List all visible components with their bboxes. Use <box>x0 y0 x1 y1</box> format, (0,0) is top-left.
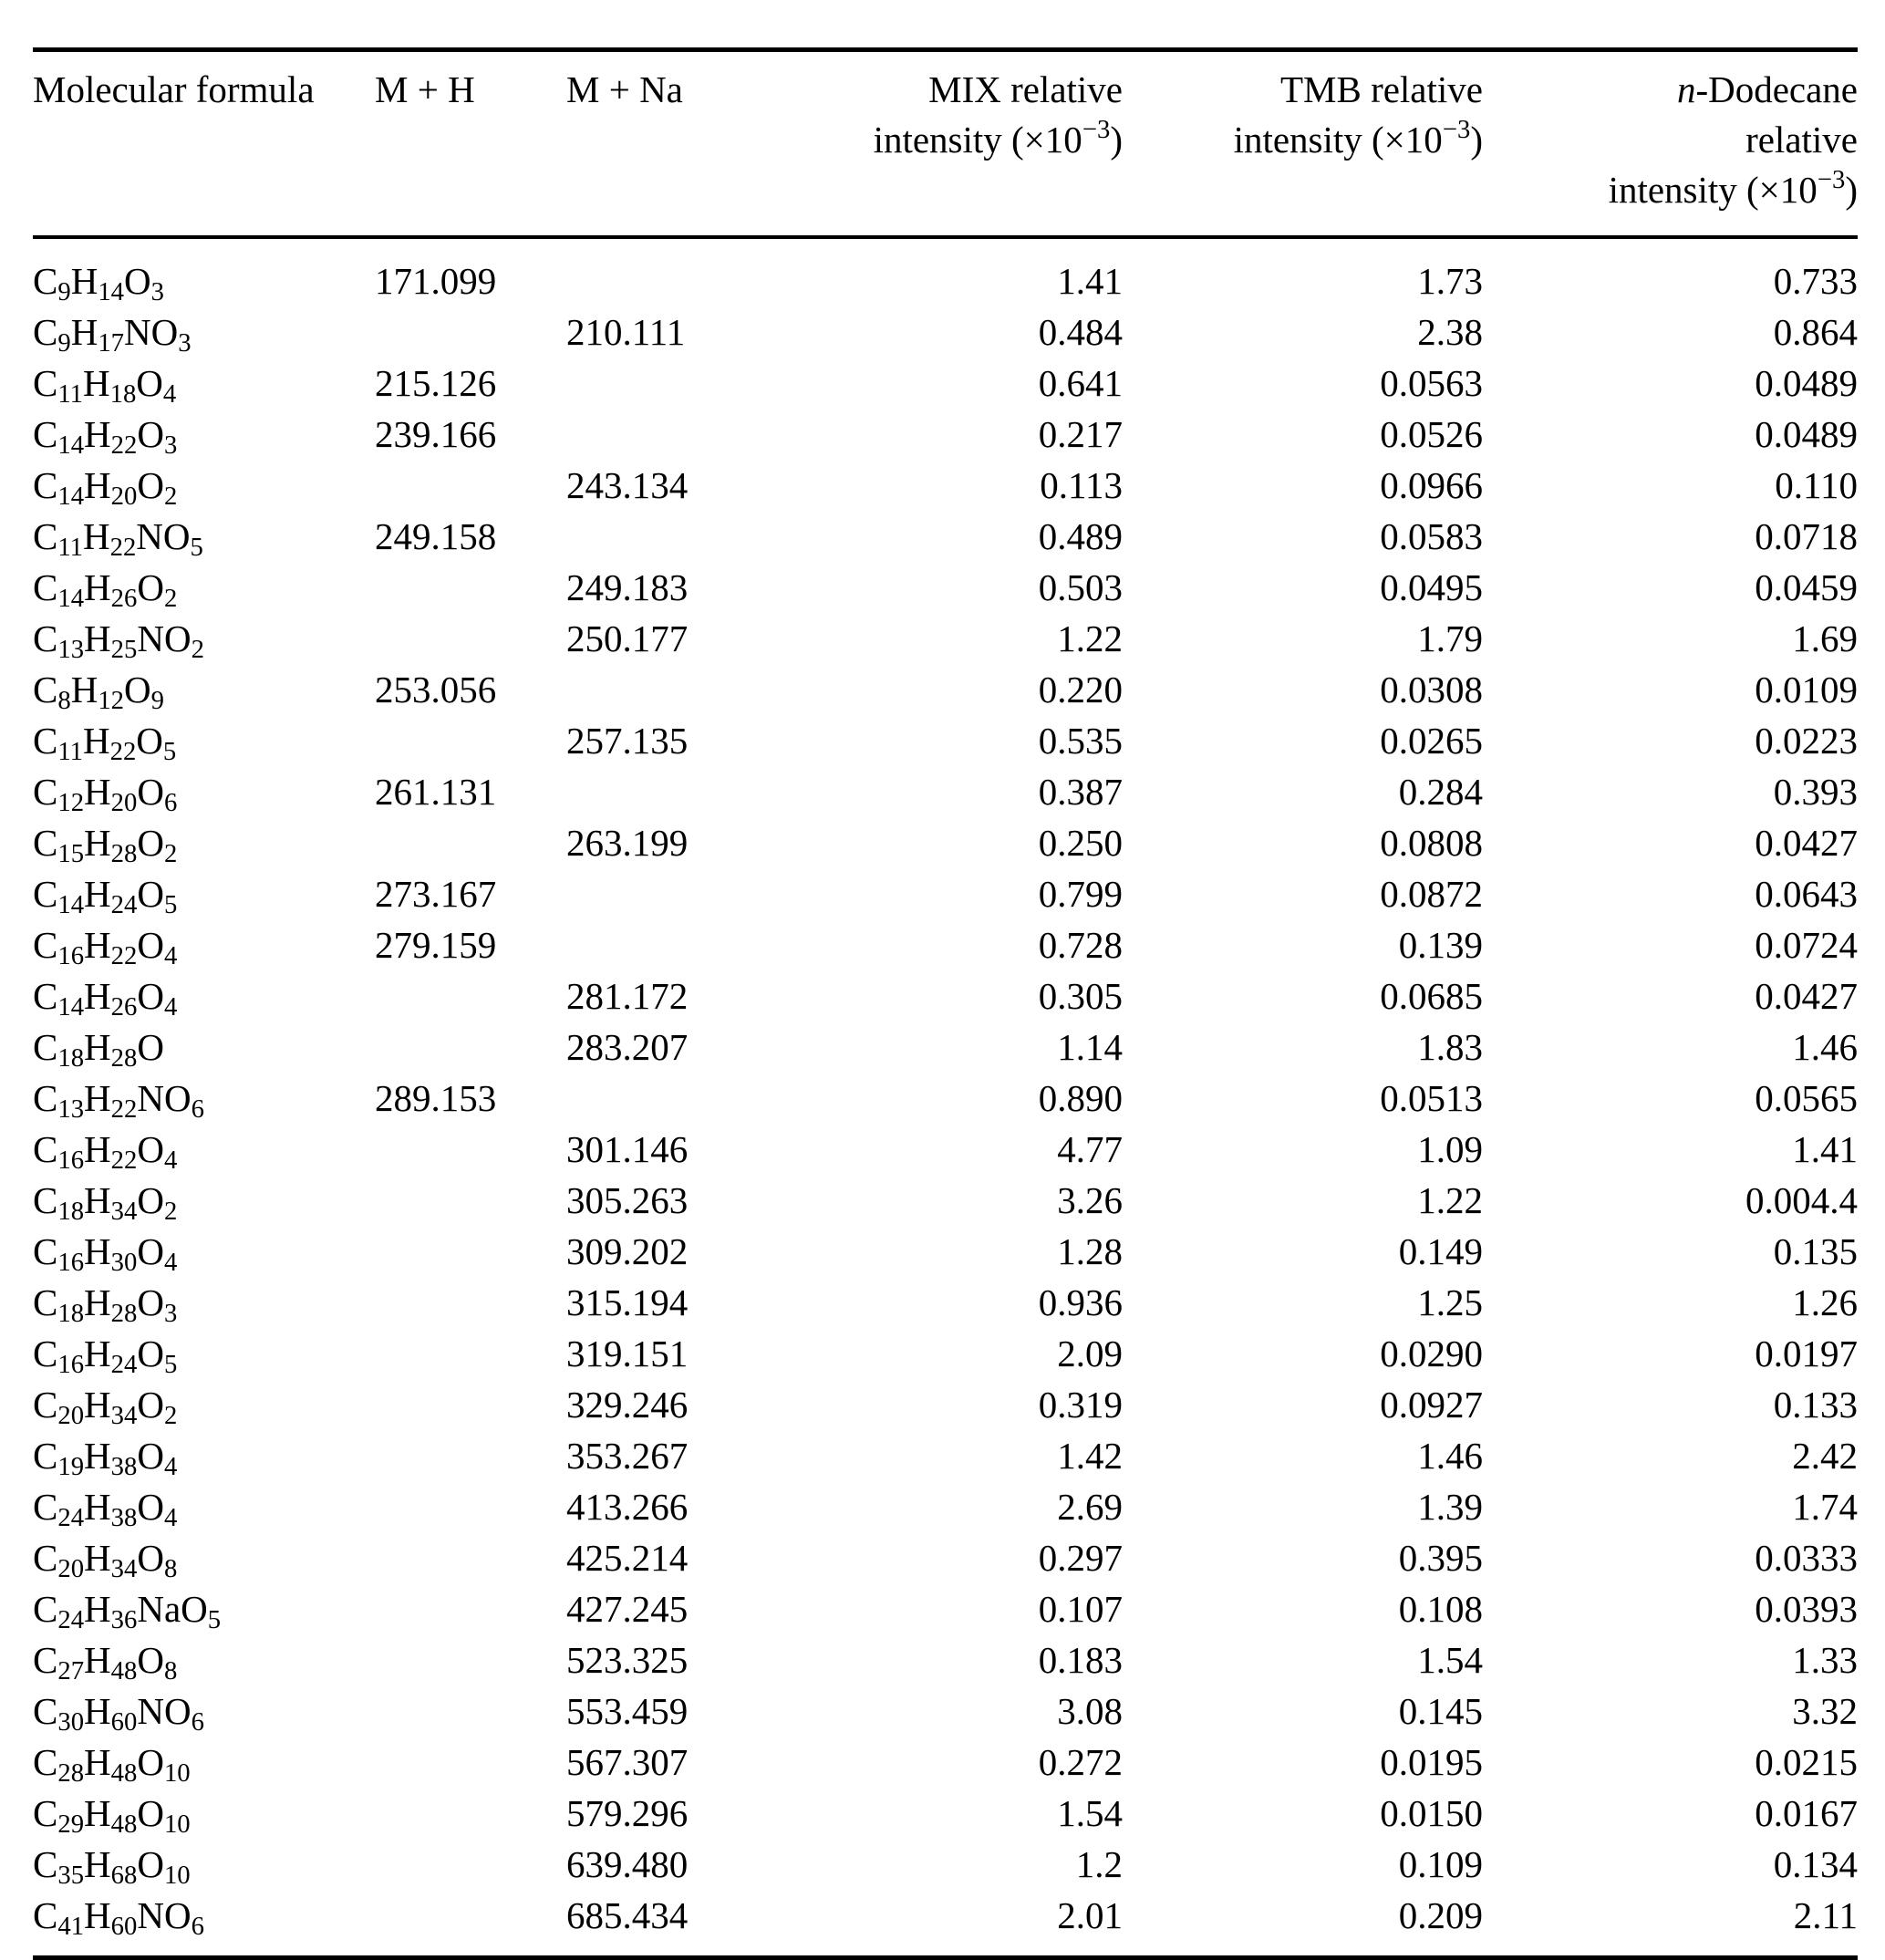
mh-cell: 249.158 <box>375 515 497 557</box>
mh-cell <box>375 1277 566 1328</box>
mh-cell <box>375 1685 566 1737</box>
mh-cell: 289.153 <box>375 1077 497 1119</box>
mix-cell: 0.305 <box>1038 975 1123 1017</box>
mh-cell: 273.167 <box>375 873 497 915</box>
mna-cell: 250.177 <box>566 617 689 659</box>
mna-cell: 301.146 <box>566 1128 689 1170</box>
mna-cell: 315.194 <box>566 1281 689 1323</box>
dodecane-cell: 0.0724 <box>1755 924 1858 966</box>
table-row <box>33 409 1858 460</box>
dodecane-cell: 0.0643 <box>1755 873 1858 915</box>
mna-cell: 283.207 <box>566 1026 689 1068</box>
dodecane-cell: 0.0333 <box>1755 1537 1858 1579</box>
mix-cell: 3.26 <box>1057 1179 1123 1221</box>
formula-cell: $C_{11}H_{22}NO_5$ <box>33 515 203 562</box>
mix-cell: 4.77 <box>1057 1128 1123 1170</box>
table-row <box>33 1737 1858 1788</box>
table-row <box>33 237 1858 306</box>
table-row <box>33 460 1858 511</box>
tmb-cell: 1.25 <box>1417 1281 1483 1323</box>
dodecane-cell: 0.110 <box>1775 464 1858 506</box>
formula-cell: $C_{28}H_{48}O_{10}$ <box>33 1741 191 1788</box>
mh-cell <box>375 970 566 1021</box>
mix-cell: 2.09 <box>1057 1333 1123 1374</box>
formula-cell: $C_{15}H_{28}O_2$ <box>33 822 178 868</box>
mix-cell: 1.14 <box>1057 1026 1123 1068</box>
table-row <box>33 358 1858 409</box>
dodecane-cell: 0.004.4 <box>1745 1179 1858 1221</box>
formula-cell: $C_8H_{12}O_9$ <box>33 669 164 715</box>
tmb-cell: 1.22 <box>1417 1179 1483 1221</box>
dodecane-cell: 0.0197 <box>1755 1333 1858 1374</box>
mix-cell: 1.2 <box>1075 1843 1123 1885</box>
mix-cell: 0.503 <box>1038 566 1123 608</box>
tmb-cell: 0.209 <box>1398 1894 1483 1936</box>
tmb-cell: 0.145 <box>1398 1690 1483 1732</box>
mh-cell <box>375 1021 566 1073</box>
dodecane-cell: 3.32 <box>1792 1690 1858 1732</box>
mh-cell <box>375 1788 566 1839</box>
column-header-molecular-formula: Molecular formula <box>33 50 375 238</box>
mh-cell <box>375 1839 566 1890</box>
tmb-cell: 0.0966 <box>1380 464 1483 506</box>
mh-cell <box>375 613 566 664</box>
column-header-mix-relative-intensity: MIX relative intensity $(\times 10^{-3})$ <box>762 50 1123 238</box>
formula-cell: $C_{24}H_{36}NaO_5$ <box>33 1588 222 1634</box>
table-row <box>33 1379 1858 1430</box>
mna-cell <box>566 358 762 409</box>
table-header-row <box>33 50 1858 238</box>
mix-cell: 0.272 <box>1038 1741 1123 1783</box>
tmb-cell: 1.46 <box>1417 1435 1483 1477</box>
formula-cell: $C_{35}H_{68}O_{10}$ <box>33 1843 191 1890</box>
mh-cell <box>375 1226 566 1277</box>
mna-cell: 210.111 <box>566 311 686 353</box>
mix-cell: 0.297 <box>1038 1537 1123 1579</box>
table-row <box>33 1124 1858 1175</box>
mix-cell: 0.484 <box>1038 311 1123 353</box>
dodecane-cell: 0.0393 <box>1755 1588 1858 1630</box>
dodecane-cell: 0.135 <box>1773 1230 1858 1272</box>
mh-cell <box>375 1481 566 1532</box>
table-row <box>33 1481 1858 1532</box>
dodecane-cell: 0.133 <box>1773 1384 1858 1426</box>
mna-cell: 685.434 <box>566 1894 689 1936</box>
mna-cell: 639.480 <box>566 1843 689 1885</box>
mna-cell: 579.296 <box>566 1792 689 1834</box>
table-row <box>33 1073 1858 1124</box>
mh-cell <box>375 1634 566 1685</box>
mix-cell: 0.890 <box>1038 1077 1123 1119</box>
table-row <box>33 1890 1858 1958</box>
mix-cell: 2.69 <box>1057 1486 1123 1528</box>
dodecane-cell: 1.74 <box>1792 1486 1858 1528</box>
table-header <box>33 50 1858 238</box>
formula-cell: $C_{29}H_{48}O_{10}$ <box>33 1792 191 1839</box>
formula-cell: $C_9H_{14}O_3$ <box>33 260 164 306</box>
table-row <box>33 1685 1858 1737</box>
tmb-cell: 0.0526 <box>1380 413 1483 455</box>
formula-cell: $C_{27}H_{48}O_8$ <box>33 1639 178 1685</box>
mix-cell: 0.183 <box>1038 1639 1123 1681</box>
tmb-cell: 0.0872 <box>1380 873 1483 915</box>
dodecane-cell: 0.0215 <box>1755 1741 1858 1783</box>
mh-cell: 253.056 <box>375 669 497 710</box>
tmb-cell: 0.0583 <box>1380 515 1483 557</box>
formula-cell: $C_9H_{17}NO_3$ <box>33 311 192 358</box>
tmb-cell: 1.73 <box>1417 260 1483 302</box>
table-row <box>33 817 1858 868</box>
mna-cell: 243.134 <box>566 464 689 506</box>
mh-cell <box>375 306 566 358</box>
dodecane-cell: 0.0109 <box>1755 669 1858 710</box>
tmb-cell: 0.284 <box>1398 771 1483 813</box>
dodecane-cell: 0.0167 <box>1755 1792 1858 1834</box>
dodecane-cell: 0.0459 <box>1755 566 1858 608</box>
formula-cell: $C_{41}H_{60}NO_6$ <box>33 1894 204 1942</box>
dodecane-cell: 2.42 <box>1792 1435 1858 1477</box>
table-row <box>33 511 1858 562</box>
formula-cell: $C_{13}H_{25}NO_2$ <box>33 617 204 664</box>
mh-cell <box>375 1379 566 1430</box>
mh-cell <box>375 817 566 868</box>
mix-cell: 0.936 <box>1038 1281 1123 1323</box>
tmb-cell: 0.139 <box>1398 924 1483 966</box>
mix-cell: 0.489 <box>1038 515 1123 557</box>
mix-cell: 1.28 <box>1057 1230 1123 1272</box>
tmb-cell: 0.395 <box>1398 1537 1483 1579</box>
mix-cell: 0.250 <box>1038 822 1123 864</box>
mix-cell: 3.08 <box>1057 1690 1123 1732</box>
tmb-cell: 1.39 <box>1417 1486 1483 1528</box>
table-row <box>33 919 1858 970</box>
mna-cell <box>566 868 762 919</box>
mix-cell: 1.22 <box>1057 617 1123 659</box>
formula-cell: $C_{12}H_{20}O_6$ <box>33 771 178 817</box>
tmb-cell: 0.0685 <box>1380 975 1483 1017</box>
tmb-cell: 1.79 <box>1417 617 1483 659</box>
table-row <box>33 1430 1858 1481</box>
dodecane-cell: 0.0489 <box>1755 413 1858 455</box>
mh-cell <box>375 1532 566 1583</box>
tmb-cell: 0.0150 <box>1380 1792 1483 1834</box>
dodecane-cell: 0.0223 <box>1755 720 1858 762</box>
dodecane-cell: 0.393 <box>1773 771 1858 813</box>
tmb-cell: 1.09 <box>1417 1128 1483 1170</box>
mix-cell: 0.799 <box>1038 873 1123 915</box>
dodecane-cell: 0.0489 <box>1755 362 1858 404</box>
table-row <box>33 1175 1858 1226</box>
dodecane-cell: 0.864 <box>1773 311 1858 353</box>
mna-cell: 353.267 <box>566 1435 689 1477</box>
table-row <box>33 1788 1858 1839</box>
table-row <box>33 1634 1858 1685</box>
mh-cell: 261.131 <box>375 771 497 813</box>
formula-cell: $C_{14}H_{22}O_3$ <box>33 413 178 460</box>
table-row <box>33 970 1858 1021</box>
ion-intensity-table <box>33 47 1858 1960</box>
tmb-cell: 0.0495 <box>1380 566 1483 608</box>
column-header-m-plus-na: M + Na <box>566 50 762 238</box>
formula-cell: $C_{14}H_{20}O_2$ <box>33 464 178 511</box>
dodecane-cell: 0.0427 <box>1755 822 1858 864</box>
formula-cell: $C_{20}H_{34}O_8$ <box>33 1537 178 1583</box>
dodecane-cell: 1.69 <box>1792 617 1858 659</box>
mix-cell: 0.319 <box>1038 1384 1123 1426</box>
dodecane-cell: 1.26 <box>1792 1281 1858 1323</box>
mix-cell: 0.113 <box>1040 464 1123 506</box>
mix-cell: 0.641 <box>1038 362 1123 404</box>
mna-cell: 427.245 <box>566 1588 689 1630</box>
tmb-cell: 0.0513 <box>1380 1077 1483 1119</box>
mna-cell: 319.151 <box>566 1333 689 1374</box>
dodecane-cell: 0.0427 <box>1755 975 1858 1017</box>
mna-cell <box>566 919 762 970</box>
tmb-cell: 0.109 <box>1398 1843 1483 1885</box>
tmb-cell: 0.149 <box>1398 1230 1483 1272</box>
mh-cell <box>375 1583 566 1634</box>
mh-cell: 171.099 <box>375 260 497 302</box>
tmb-cell: 0.0808 <box>1380 822 1483 864</box>
formula-cell: $C_{16}H_{30}O_4$ <box>33 1230 178 1277</box>
formula-cell: $C_{14}H_{26}O_2$ <box>33 566 178 613</box>
mh-cell <box>375 1175 566 1226</box>
tmb-cell: 0.0195 <box>1380 1741 1483 1783</box>
mna-cell <box>566 409 762 460</box>
mna-cell: 413.266 <box>566 1486 689 1528</box>
formula-cell: $C_{14}H_{24}O_5$ <box>33 873 178 919</box>
table-row <box>33 306 1858 358</box>
column-header-tmb-relative-intensity: TMB relative intensity $(\times 10^{-3})$ <box>1123 50 1483 238</box>
table-row <box>33 613 1858 664</box>
mna-cell: 257.135 <box>566 720 689 762</box>
tmb-cell: 0.0308 <box>1380 669 1483 710</box>
table-row <box>33 1021 1858 1073</box>
table-row <box>33 1226 1858 1277</box>
formula-cell: $C_{18}H_{28}O$ <box>33 1026 164 1073</box>
formula-cell: $C_{11}H_{18}O_4$ <box>33 362 177 409</box>
tmb-cell: 0.0927 <box>1380 1384 1483 1426</box>
mna-cell: 553.459 <box>566 1690 689 1732</box>
table-row <box>33 1532 1858 1583</box>
mix-cell: 1.54 <box>1057 1792 1123 1834</box>
mh-cell <box>375 1124 566 1175</box>
formula-cell: $C_{19}H_{38}O_4$ <box>33 1435 178 1481</box>
formula-cell: $C_{16}H_{24}O_5$ <box>33 1333 178 1379</box>
mna-cell <box>566 511 762 562</box>
mix-cell: 2.01 <box>1057 1894 1123 1936</box>
table-body <box>33 237 1858 1958</box>
mh-cell: 215.126 <box>375 362 497 404</box>
table-row <box>33 664 1858 715</box>
dodecane-cell: 1.41 <box>1792 1128 1858 1170</box>
dodecane-cell: 0.0718 <box>1755 515 1858 557</box>
table-row <box>33 766 1858 817</box>
formula-cell: $C_{16}H_{22}O_4$ <box>33 1128 178 1175</box>
dodecane-cell: 2.11 <box>1793 1894 1858 1936</box>
dodecane-cell: 0.0565 <box>1755 1077 1858 1119</box>
formula-cell: $C_{18}H_{34}O_2$ <box>33 1179 178 1226</box>
formula-cell: $C_{13}H_{22}NO_6$ <box>33 1077 204 1124</box>
mna-cell: 309.202 <box>566 1230 689 1272</box>
tmb-cell: 0.0563 <box>1380 362 1483 404</box>
mna-cell: 305.263 <box>566 1179 689 1221</box>
table-row <box>33 715 1858 766</box>
mna-cell: 249.183 <box>566 566 689 608</box>
column-header-m-plus-h: M + H <box>375 50 566 238</box>
mh-cell <box>375 562 566 613</box>
table-row <box>33 562 1858 613</box>
formula-cell: $C_{14}H_{26}O_4$ <box>33 975 178 1021</box>
tmb-cell: 0.0290 <box>1380 1333 1483 1374</box>
mh-cell <box>375 1890 566 1958</box>
mna-cell: 263.199 <box>566 822 689 864</box>
tmb-cell: 2.38 <box>1417 311 1483 353</box>
table-row <box>33 1839 1858 1890</box>
table-row <box>33 868 1858 919</box>
formula-cell: $C_{16}H_{22}O_4$ <box>33 924 178 970</box>
mix-cell: 1.42 <box>1057 1435 1123 1477</box>
mh-cell <box>375 460 566 511</box>
mh-cell: 279.159 <box>375 924 497 966</box>
table-row <box>33 1328 1858 1379</box>
mna-cell: 567.307 <box>566 1741 689 1783</box>
mna-cell <box>566 766 762 817</box>
mix-cell: 0.728 <box>1038 924 1123 966</box>
mna-cell: 425.214 <box>566 1537 689 1579</box>
mh-cell <box>375 1328 566 1379</box>
tmb-cell: 1.83 <box>1417 1026 1483 1068</box>
formula-cell: $C_{30}H_{60}NO_6$ <box>33 1690 204 1737</box>
mix-cell: 1.41 <box>1057 260 1123 302</box>
dodecane-cell: 1.46 <box>1792 1026 1858 1068</box>
tmb-cell: 0.108 <box>1398 1588 1483 1630</box>
tmb-cell: 0.0265 <box>1380 720 1483 762</box>
mna-cell <box>566 1073 762 1124</box>
mh-cell: 239.166 <box>375 413 497 455</box>
mix-cell: 0.107 <box>1038 1588 1123 1630</box>
mna-cell: 329.246 <box>566 1384 689 1426</box>
tmb-cell: 1.54 <box>1417 1639 1483 1681</box>
mix-cell: 0.220 <box>1038 669 1123 710</box>
formula-cell: $C_{18}H_{28}O_3$ <box>33 1281 178 1328</box>
mix-cell: 0.387 <box>1038 771 1123 813</box>
mna-cell <box>566 237 762 306</box>
dodecane-cell: 0.134 <box>1773 1843 1858 1885</box>
mix-cell: 0.535 <box>1038 720 1123 762</box>
column-header-n-dodecane-relative-intensity: n-Dodecane relative intensity $(\times 10^{-3})$ <box>1483 50 1858 238</box>
table-row <box>33 1583 1858 1634</box>
mix-cell: 0.217 <box>1038 413 1123 455</box>
formula-cell: $C_{11}H_{22}O_5$ <box>33 720 177 766</box>
dodecane-cell: 0.733 <box>1773 260 1858 302</box>
dodecane-cell: 1.33 <box>1792 1639 1858 1681</box>
formula-cell: $C_{20}H_{34}O_2$ <box>33 1384 178 1430</box>
mna-cell <box>566 664 762 715</box>
table-row <box>33 1277 1858 1328</box>
mh-cell <box>375 1737 566 1788</box>
mna-cell: 523.325 <box>566 1639 689 1681</box>
formula-cell: $C_{24}H_{38}O_4$ <box>33 1486 178 1532</box>
mna-cell: 281.172 <box>566 975 689 1017</box>
mh-cell <box>375 715 566 766</box>
mh-cell <box>375 1430 566 1481</box>
